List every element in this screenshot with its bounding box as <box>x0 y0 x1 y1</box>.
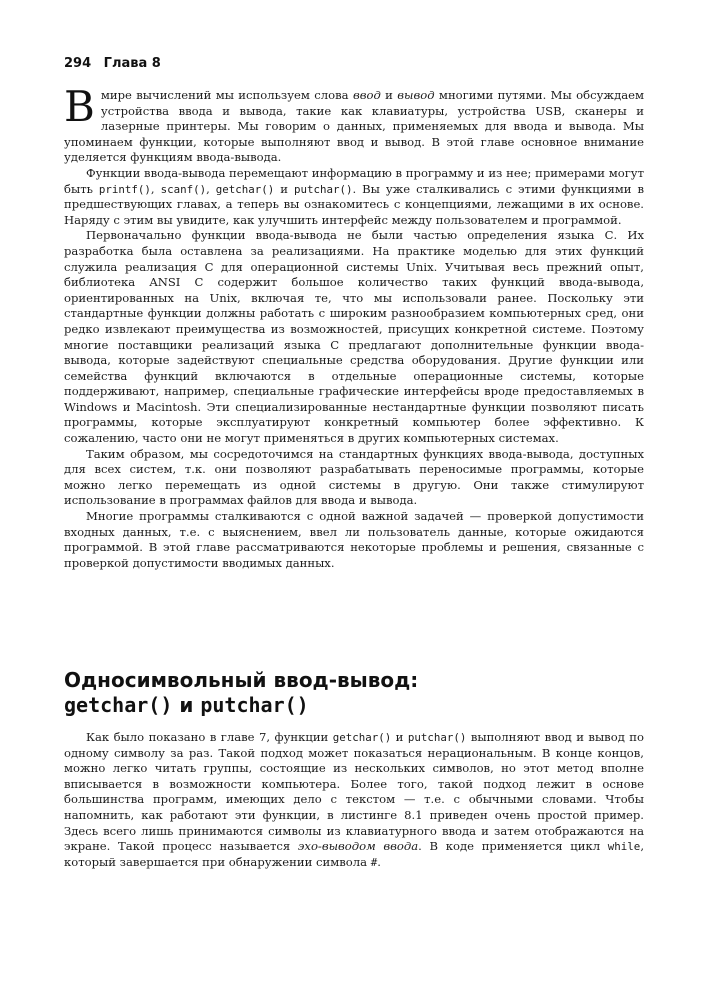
text-run: . Вы уже сталкивались с этими функциями в предшествующих главах, а теперь вы ознакомитесь с концепциями, лежащими в их основе. Наряду с этим вы увидите, как улучшить интерфейс между пользователем и программой. <box>64 181 644 227</box>
paragraph-3: Первоначально функции ввода-вывода не были частью определения языка С. Их разработка была оставлена за реализациями. На практике моделью для этих функций служила реализация С для операционной системы Unix. Учитывая весь прежний опыт, библиотека ANSI С содержит большое количество таких функций ввода-вывода, ориентированных на Unix, включая те, что мы использовали ранее. Поскольку эти стандартные функции должны работать с широким разнообразием компьютерных сред, они редко извлекают преимущества из возможностей, присущих конкретной системе. Поэтому многие поставщики реализаций языка С предлагают дополнительные функции ввода-вывода, которые задействуют специальные средства оборудования. Другие функции или семейства функций включаются в отдельные операционные системы, которые поддерживают, например, специальные графические интерфейсы вроде предоставляемых в Windows и Macintosh. Эти специализированные нестандартные функции позволяют писать программы, которые эксплуатируют конкретный компьютер более эффективно. К сожалению, часто они не могут применяться в других компьютерных системах. <box>64 228 644 446</box>
paragraph-5: Многие программы сталкиваются с одной важной задачей — проверкой допустимости входных данных, т.е. с выяснением, ввел ли пользователь данные, которые ожидаются программой. В этой главе рассматриваются некоторые проблемы и решения, связанные с проверкой допустимости вводимых данных. <box>64 509 644 570</box>
code-while: while <box>607 840 641 854</box>
text-run: многими путями. Мы обсуждаем устройства ввода и вывода, такие как клавиатуры, устройства USB, сканеры и лазерные принтеры. Мы говорим о данных, применяемых для ввода и вывода. Мы упоминаем функции, которые выполняют ввод и вывод. В этой главе основное внимание уделяется функциям ввода-вывода. <box>64 88 644 165</box>
code-getchar: getchar() <box>332 731 392 744</box>
text-run: , который завершается при обнаружении символа <box>64 839 644 869</box>
chapter-label: Глава 8 <box>103 56 161 71</box>
section-heading <box>64 668 644 718</box>
section-text <box>64 730 644 870</box>
title-and: и <box>172 693 201 717</box>
text-run: Как было показано в главе 7, функции <box>86 730 333 744</box>
term-output: вывод <box>397 88 435 102</box>
page-number: 294 <box>64 56 92 71</box>
section-title-line1: Односимвольный ввод-вывод: <box>64 668 419 692</box>
text-run: , <box>206 181 216 196</box>
code-hash: # <box>370 855 378 869</box>
term-input: ввод <box>352 88 381 102</box>
title-code-putchar: putchar() <box>200 693 309 717</box>
text-run: и <box>274 181 294 196</box>
text-run: , <box>150 181 161 196</box>
text-run: выполняют ввод и вывод по одному символу за раз. Такой подход может показаться нерациональным. В конце концов, можно легко читать группы, состоящие из нескольких символов, но этот метод вполне вписывается в возможности компьютера. Более того, такой подход лежит в основе большинства программ, имеющих дело с текстом — т.е. с обычными словами. Чтобы напомнить, как работают эти функции, в листинге 8.1 приведен очень простой пример. Здесь всего лишь принимаются символы из клавиатурного ввода и затем отображаются на экране. Такой процесс называется <box>64 730 644 854</box>
code-getchar: getchar() <box>215 182 275 196</box>
paragraph-1 <box>64 82 644 166</box>
text-run: мире вычислений мы используем слова <box>100 88 353 102</box>
text-run: . В коде применяется цикл <box>418 839 608 854</box>
code-printf: printf() <box>98 182 151 196</box>
intro-text <box>64 82 644 571</box>
title-code-getchar: getchar() <box>64 693 173 717</box>
term-echo: эхо-выводом ввода <box>297 839 419 854</box>
section-title-line2 <box>64 693 644 718</box>
paragraph-2 <box>64 166 644 228</box>
text-run: и <box>391 730 408 744</box>
text-run: Функции ввода-вывода перемещают информацию в программу и из нее; примерами могут быть <box>64 165 644 196</box>
section-paragraph-1 <box>64 730 644 870</box>
drop-cap: В <box>64 82 95 131</box>
code-putchar: putchar() <box>293 182 353 196</box>
paragraph-4: Таким образом, мы сосредоточимся на стандартных функциях ввода-вывода, доступных для всех систем, т.к. они позволяют разрабатывать переносимые программы, которые можно легко перемещать из одной системы в другую. Они также стимулируют использование в программах файлов для ввода и вывода. <box>64 446 644 508</box>
text-run: и <box>380 88 398 102</box>
code-scanf: scanf() <box>160 182 207 196</box>
running-head <box>64 56 161 71</box>
text-run: . <box>377 854 381 869</box>
code-putchar: putchar() <box>407 731 467 744</box>
